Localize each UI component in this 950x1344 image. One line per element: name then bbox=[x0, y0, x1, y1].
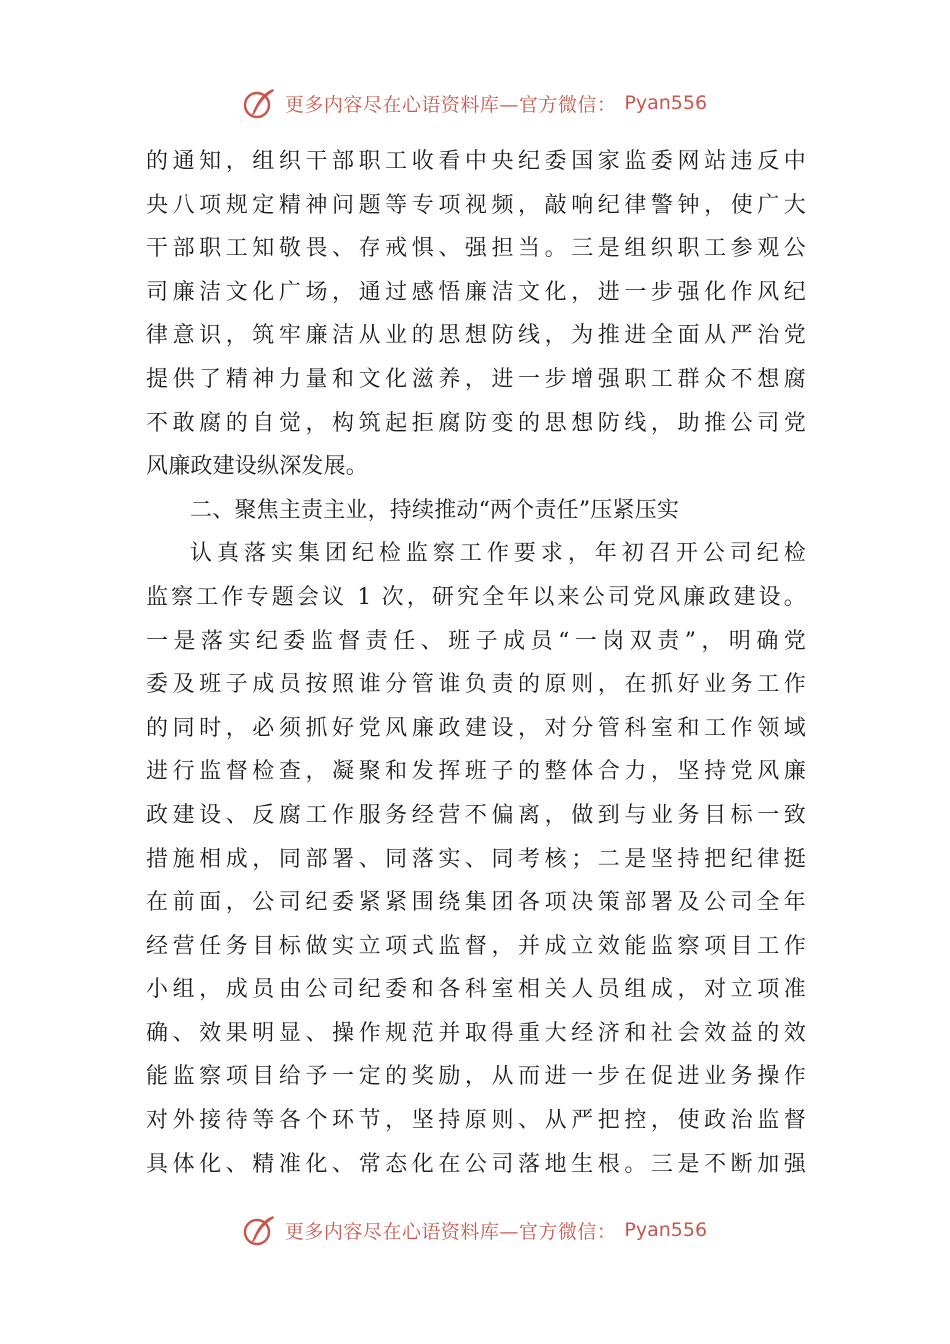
body-line: 经营任务目标做实立项式监督，并成立效能监察项目工作 bbox=[146, 933, 806, 959]
document-body bbox=[146, 140, 806, 1186]
header-banner-text: 更多内容尽在心语资料库—官方微信： bbox=[284, 93, 617, 116]
footer-contact: Pyan556 bbox=[624, 1219, 708, 1241]
body-line: 对外接待等各个环节，坚持原则、从严把控，使政治监督 bbox=[146, 1108, 806, 1134]
quill-pen-circle-icon bbox=[243, 1213, 277, 1247]
body-line: 能监察项目给予一定的奖励，从而进一步在促进业务操作 bbox=[146, 1064, 806, 1090]
footer-banner bbox=[0, 1210, 950, 1250]
footer-banner-text: 更多内容尽在心语资料库—官方微信： bbox=[284, 1220, 617, 1243]
body-line: 监察工作专题会议 1 次，研究全年以来公司党风廉政建设。 bbox=[146, 584, 806, 610]
body-line: 具体化、精准化、常态化在公司落地生根。三是不断加强 bbox=[146, 1151, 806, 1177]
body-line: 措施相成，同部署、同落实、同考核；二是坚持把纪律挺 bbox=[146, 846, 806, 872]
header-contact: Pyan556 bbox=[624, 92, 708, 114]
body-line: 政建设、反腐工作服务经营不偏离，做到与业务目标一致 bbox=[146, 802, 806, 828]
section-heading: 二、聚焦主责主业，持续推动“两个责任”压紧压实 bbox=[190, 497, 680, 523]
body-line: 风廉政建设纵深发展。 bbox=[146, 454, 369, 480]
header-banner bbox=[0, 83, 950, 123]
body-line: 干部职工知敬畏、存戒惧、强担当。三是组织职工参观公 bbox=[146, 236, 806, 262]
body-line: 央八项规定精神问题等专项视频，敲响纪律警钟，使广大 bbox=[146, 192, 806, 218]
body-line: 的通知，组织干部职工收看中央纪委国家监委网站违反中 bbox=[146, 149, 806, 174]
body-line: 律意识，筑牢廉洁从业的思想防线，为推进全面从严治党 bbox=[146, 323, 806, 349]
body-line: 认真落实集团纪检监察工作要求，年初召开公司纪检 bbox=[190, 541, 806, 567]
body-line: 进行监督检查，凝聚和发挥班子的整体合力，坚持党风廉 bbox=[146, 759, 806, 785]
body-line: 在前面，公司纪委紧紧围绕集团各项决策部署及公司全年 bbox=[146, 890, 806, 916]
body-line: 一是落实纪委监督责任、班子成员“一岗双责”，明确党 bbox=[146, 628, 806, 654]
body-line: 不敢腐的自觉，构筑起拒腐防变的思想防线，助推公司党 bbox=[146, 410, 806, 436]
body-line: 司廉洁文化广场，通过感悟廉洁文化，进一步强化作风纪 bbox=[146, 279, 806, 305]
quill-pen-circle-icon bbox=[243, 86, 277, 120]
body-line: 提供了精神力量和文化滋养，进一步增强职工群众不想腐 bbox=[146, 366, 806, 392]
body-line: 确、效果明显、操作规范并取得重大经济和社会效益的效 bbox=[146, 1020, 806, 1046]
body-line: 小组，成员由公司纪委和各科室相关人员组成，对立项准 bbox=[146, 977, 806, 1003]
body-line: 的同时，必须抓好党风廉政建设，对分管科室和工作领域 bbox=[146, 715, 806, 741]
body-line: 委及班子成员按照谁分管谁负责的原则，在抓好业务工作 bbox=[146, 672, 806, 698]
